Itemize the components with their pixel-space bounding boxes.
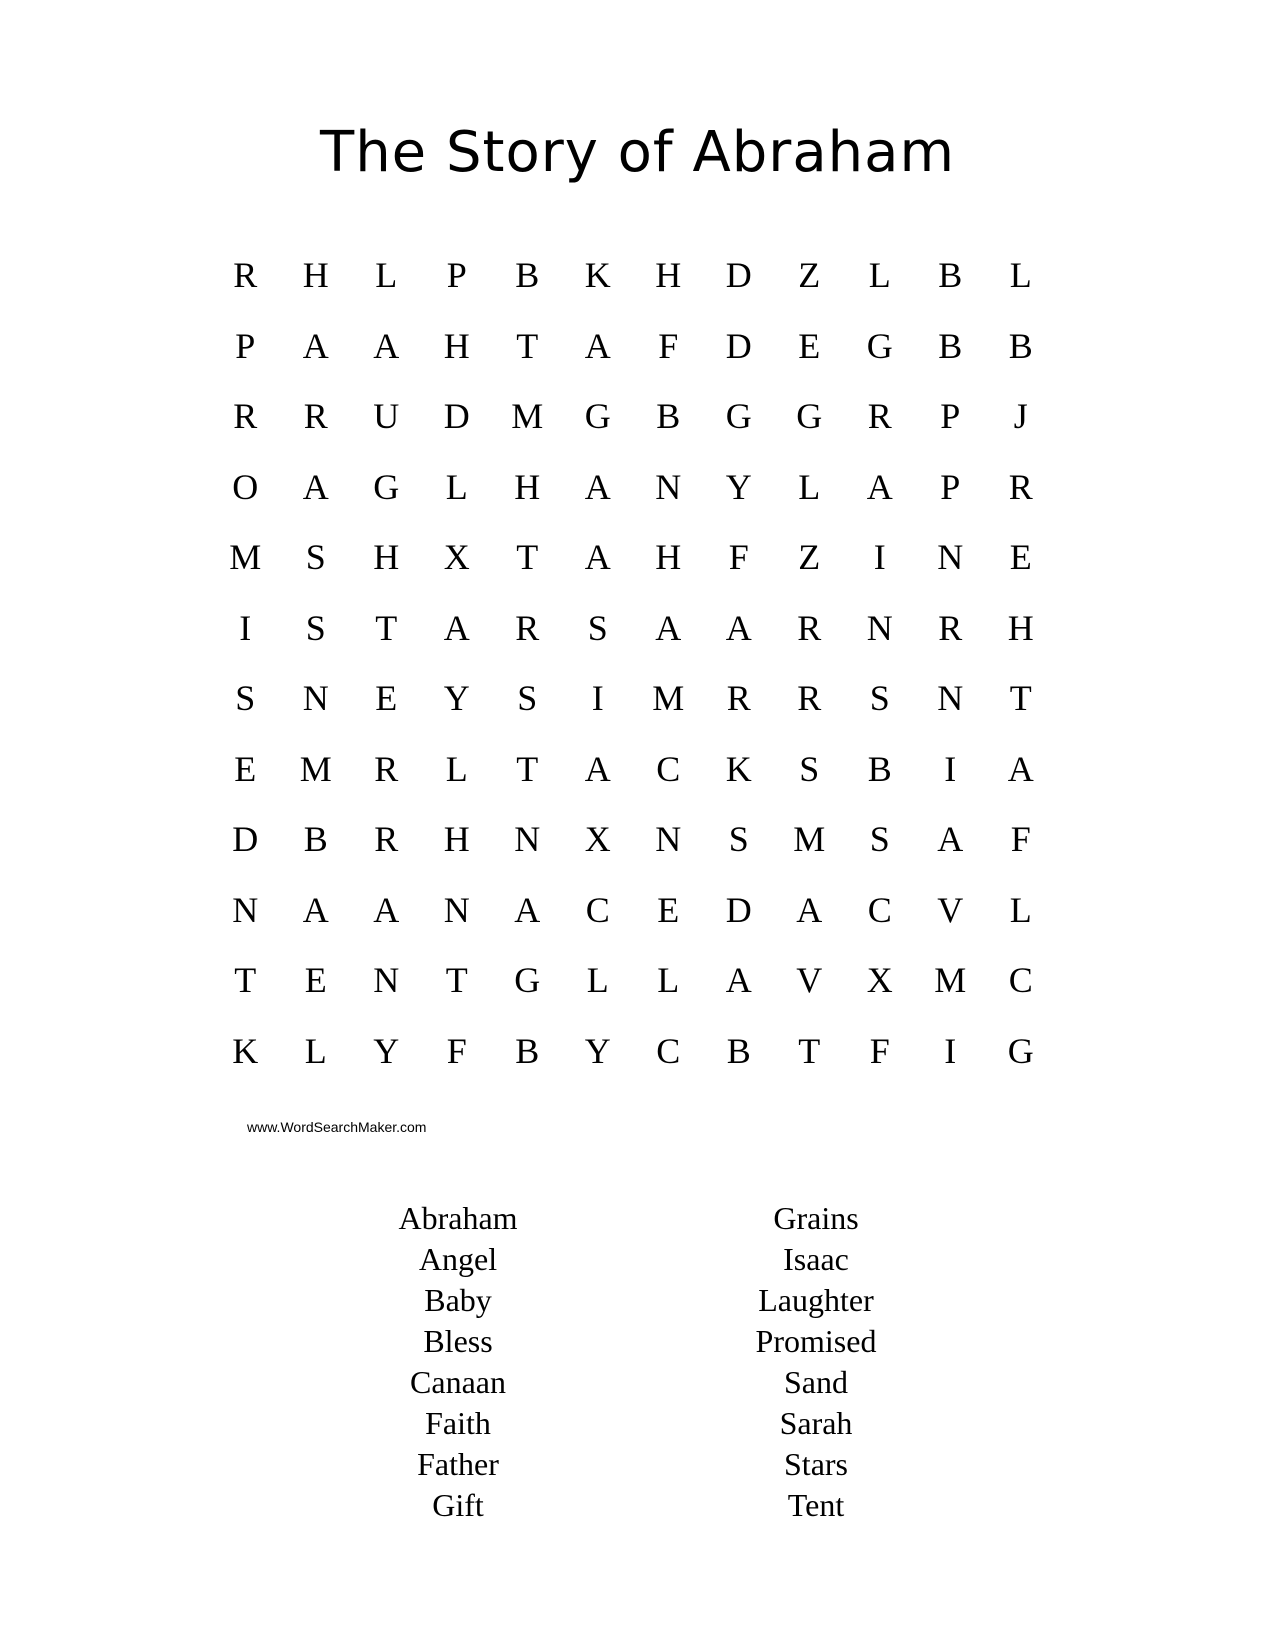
grid-letter: Z xyxy=(798,537,821,578)
grid-letter: R xyxy=(233,255,258,296)
grid-letter: V xyxy=(796,960,823,1001)
grid-letter: N xyxy=(655,466,682,507)
grid-letter: R xyxy=(797,607,822,648)
word-list-item: Stars xyxy=(784,1446,848,1482)
word-list-item: Abraham xyxy=(398,1200,518,1236)
grid-letter: H xyxy=(1007,607,1034,648)
grid-letter: A xyxy=(1007,748,1034,789)
grid-letter: D xyxy=(443,396,470,437)
grid-letter: J xyxy=(1013,396,1028,437)
grid-letter: P xyxy=(940,396,961,437)
grid-letter: G xyxy=(796,396,823,437)
grid-letter: S xyxy=(869,819,890,860)
word-list-right xyxy=(686,1198,946,1526)
grid-letter: I xyxy=(239,607,252,648)
grid-letter: N xyxy=(443,889,470,930)
word-list-item: Tent xyxy=(787,1487,845,1523)
grid-letter: I xyxy=(944,1030,957,1071)
word-list-item: Baby xyxy=(424,1282,492,1318)
grid-letter: R xyxy=(726,678,751,719)
grid-letter: U xyxy=(373,396,400,437)
grid-letter: S xyxy=(869,678,890,719)
grid-letter: S xyxy=(235,678,256,719)
grid-letter: H xyxy=(514,466,541,507)
grid-letter: I xyxy=(944,748,957,789)
grid-letter: F xyxy=(1010,819,1031,860)
grid-letter: R xyxy=(233,396,258,437)
website-credit: www.WordSearchMaker.com xyxy=(247,1119,427,1135)
grid-letter: G xyxy=(514,960,541,1001)
grid-letter: F xyxy=(658,325,679,366)
grid-letter: S xyxy=(517,678,538,719)
grid-letter: N xyxy=(514,819,541,860)
grid-letter: T xyxy=(234,960,257,1001)
grid-letter: A xyxy=(373,325,400,366)
grid-letter: E xyxy=(798,325,821,366)
word-list-item: Canaan xyxy=(410,1364,506,1400)
grid-letter: A xyxy=(866,466,893,507)
grid-letter: L xyxy=(868,255,891,296)
grid-letter: T xyxy=(516,537,539,578)
grid-letter: G xyxy=(373,466,400,507)
grid-letter: T xyxy=(516,325,539,366)
grid-letter: K xyxy=(584,255,611,296)
grid-letter: A xyxy=(725,607,752,648)
grid-letter: S xyxy=(728,819,749,860)
grid-letter: R xyxy=(867,396,892,437)
word-list-item: Bless xyxy=(423,1323,493,1359)
grid-letter: A xyxy=(584,537,611,578)
grid-letter: L xyxy=(1009,255,1032,296)
grid-letter: B xyxy=(867,748,892,789)
word-list-item: Sarah xyxy=(779,1405,853,1441)
grid-letter: G xyxy=(725,396,752,437)
grid-letter: S xyxy=(799,748,820,789)
grid-letter: T xyxy=(445,960,468,1001)
grid-letter: E xyxy=(657,889,680,930)
grid-letter: O xyxy=(232,466,259,507)
grid-letter: E xyxy=(304,960,327,1001)
grid-letter: N xyxy=(655,819,682,860)
grid-letter: C xyxy=(1008,960,1033,1001)
grid-letter: K xyxy=(725,748,752,789)
grid-letter: A xyxy=(514,889,541,930)
grid-letter: G xyxy=(866,325,893,366)
grid-letter: R xyxy=(303,396,328,437)
grid-letter: B xyxy=(726,1030,751,1071)
grid-letter: F xyxy=(728,537,749,578)
grid-letter: S xyxy=(305,607,326,648)
grid-letter: A xyxy=(302,325,329,366)
letter-grid xyxy=(210,240,1056,1086)
grid-letter: R xyxy=(515,607,540,648)
grid-letter: G xyxy=(584,396,611,437)
word-list-item: Faith xyxy=(425,1405,491,1441)
grid-letter: R xyxy=(374,748,399,789)
grid-letter: A xyxy=(302,466,329,507)
word-list-item: Angel xyxy=(418,1241,498,1277)
word-list-left xyxy=(328,1198,588,1526)
grid-letter: M xyxy=(652,678,685,719)
grid-letter: B xyxy=(515,1030,540,1071)
grid-letter: T xyxy=(1009,678,1032,719)
grid-letter: T xyxy=(516,748,539,789)
grid-letter: L xyxy=(798,466,821,507)
grid-letter: M xyxy=(934,960,967,1001)
grid-letter: L xyxy=(586,960,609,1001)
grid-letter: C xyxy=(867,889,892,930)
grid-letter: D xyxy=(725,325,752,366)
page-title: The Story of Abraham xyxy=(319,120,955,185)
grid-letter: N xyxy=(373,960,400,1001)
grid-letter: L xyxy=(375,255,398,296)
grid-letter: R xyxy=(1008,466,1033,507)
word-list-item: Isaac xyxy=(783,1241,849,1277)
grid-letter: L xyxy=(445,748,468,789)
grid-letter: Y xyxy=(373,1030,400,1071)
grid-letter: N xyxy=(937,537,964,578)
grid-letter: A xyxy=(725,960,752,1001)
grid-letter: X xyxy=(584,819,611,860)
grid-letter: H xyxy=(302,255,329,296)
grid-letter: A xyxy=(584,748,611,789)
grid-letter: H xyxy=(443,325,470,366)
grid-letter: H xyxy=(373,537,400,578)
grid-letter: A xyxy=(443,607,470,648)
grid-letter: M xyxy=(229,537,262,578)
grid-letter: C xyxy=(585,889,610,930)
grid-letter: A xyxy=(373,889,400,930)
grid-letter: D xyxy=(725,889,752,930)
word-list-item: Father xyxy=(417,1446,499,1482)
grid-letter: L xyxy=(657,960,680,1001)
grid-letter: T xyxy=(375,607,398,648)
grid-letter: P xyxy=(446,255,467,296)
grid-letter: D xyxy=(232,819,259,860)
grid-letter: B xyxy=(938,255,963,296)
grid-letter: B xyxy=(656,396,681,437)
grid-letter: G xyxy=(1007,1030,1034,1071)
grid-letter: E xyxy=(234,748,257,789)
grid-letter: H xyxy=(655,255,682,296)
grid-letter: M xyxy=(511,396,544,437)
grid-letter: L xyxy=(1009,889,1032,930)
grid-letter: B xyxy=(303,819,328,860)
grid-letter: P xyxy=(235,325,256,366)
grid-letter: C xyxy=(656,748,681,789)
grid-letter: E xyxy=(375,678,398,719)
grid-letter: Z xyxy=(798,255,821,296)
word-list-item: Sand xyxy=(784,1364,848,1400)
grid-letter: I xyxy=(873,537,886,578)
grid-letter: P xyxy=(940,466,961,507)
grid-letter: S xyxy=(305,537,326,578)
grid-letter: N xyxy=(937,678,964,719)
word-list-item: Promised xyxy=(755,1323,877,1359)
grid-letter: K xyxy=(232,1030,259,1071)
grid-letter: B xyxy=(1008,325,1033,366)
grid-letter: Y xyxy=(725,466,752,507)
grid-letter: D xyxy=(725,255,752,296)
grid-letter: R xyxy=(374,819,399,860)
grid-letter: T xyxy=(798,1030,821,1071)
grid-letter: A xyxy=(655,607,682,648)
grid-letter: A xyxy=(937,819,964,860)
grid-letter: A xyxy=(796,889,823,930)
grid-letter: H xyxy=(655,537,682,578)
word-list-item: Gift xyxy=(432,1487,484,1523)
grid-letter: N xyxy=(866,607,893,648)
grid-letter: R xyxy=(938,607,963,648)
grid-letter: V xyxy=(937,889,964,930)
word-list-item: Laughter xyxy=(758,1282,874,1318)
grid-letter: L xyxy=(304,1030,327,1071)
grid-letter: C xyxy=(656,1030,681,1071)
grid-letter: M xyxy=(793,819,826,860)
grid-letter: Y xyxy=(584,1030,611,1071)
grid-letter: A xyxy=(302,889,329,930)
word-list-item: Grains xyxy=(773,1200,859,1236)
grid-letter: L xyxy=(445,466,468,507)
grid-letter: A xyxy=(584,466,611,507)
grid-letter: X xyxy=(866,960,893,1001)
grid-letter: F xyxy=(869,1030,890,1071)
grid-letter: R xyxy=(797,678,822,719)
grid-letter: S xyxy=(587,607,608,648)
grid-letter: B xyxy=(938,325,963,366)
grid-letter: H xyxy=(443,819,470,860)
grid-letter: N xyxy=(302,678,329,719)
grid-letter: N xyxy=(232,889,259,930)
grid-letter: I xyxy=(591,678,604,719)
grid-letter: F xyxy=(446,1030,467,1071)
grid-letter: E xyxy=(1009,537,1032,578)
grid-letter: M xyxy=(299,748,332,789)
grid-letter: A xyxy=(584,325,611,366)
grid-letter: Y xyxy=(443,678,470,719)
grid-letter: X xyxy=(443,537,470,578)
grid-letter: B xyxy=(515,255,540,296)
